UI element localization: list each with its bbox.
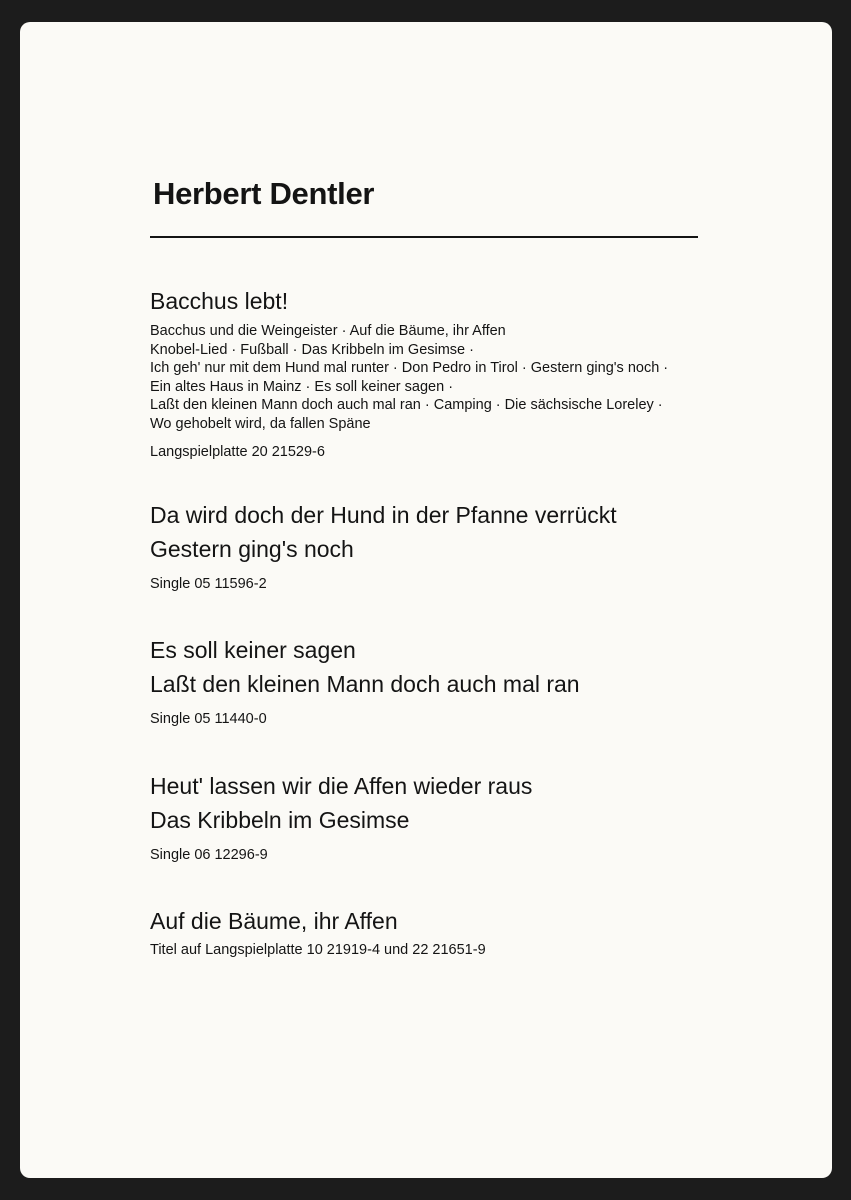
title-divider [150, 236, 698, 238]
track: Bacchus und die Weingeister [150, 323, 338, 339]
track: Wo gehobelt wird, da fallen Späne [150, 415, 371, 432]
track: Es soll keiner sagen [314, 378, 445, 395]
release-title: Gestern ging's noch [150, 536, 354, 562]
release-title: Laßt den kleinen Mann doch auch mal ran [150, 671, 580, 697]
track: Camping [433, 397, 492, 414]
release-title: Das Kribbeln im Gesimse [150, 807, 410, 833]
release-title: Heut' lassen wir die Affen wieder raus [150, 773, 533, 799]
track: Don Pedro in Tirol [401, 360, 518, 377]
track-list: Bacchus und die Weingeister · Auf die Bäume, ihr Affen Knobel-Lied · Fußball · Das Kribbeln im Gesimse · Ich geh' nur mit dem Hund mal runter · Don Pedro in Tirol · Gestern ging's noch · Ein altes Haus in Mainz · Es soll keiner sagen · Laßt den kleinen Mann doch auch mal ran · Camping · Die sächsische Loreley · Wo gehobelt wird, da fallen Späne [150, 323, 669, 432]
catalog-number: Single 06 12296-9 [150, 847, 268, 863]
track: Die sächsische Loreley [504, 397, 654, 414]
track: Auf die Bäume, ihr Affen [349, 323, 506, 339]
release-lp-baeume [150, 904, 710, 960]
catalog-number: Single 05 11440-0 [150, 711, 267, 727]
artist-name: Herbert Dentler [153, 176, 375, 211]
release-title: Auf die Bäume, ihr Affen [150, 908, 398, 934]
track: Laßt den kleinen Mann doch auch mal ran [150, 397, 421, 414]
release-single-affen [150, 769, 710, 865]
catalog-number: Titel auf Langspielplatte 10 21919-4 und 22 21651-9 [150, 942, 486, 958]
release-single-hund [150, 498, 710, 594]
release-lp-bacchus [150, 284, 710, 462]
track: Das Kribbeln im Gesimse [301, 341, 466, 358]
track: Gestern ging's noch [530, 360, 660, 377]
track: Ein altes Haus in Mainz [150, 378, 302, 395]
track: Fußball [240, 341, 289, 358]
release-title: Da wird doch der Hund in der Pfanne verrückt [150, 502, 617, 528]
release-single-keiner [150, 633, 710, 729]
release-title: Bacchus lebt! [150, 288, 289, 314]
record-card [20, 22, 832, 1178]
track: Knobel-Lied [150, 341, 228, 358]
track: Ich geh' nur mit dem Hund mal runter [150, 360, 389, 377]
catalog-number: Langspielplatte 20 21529-6 [150, 443, 325, 460]
catalog-number: Single 05 11596-2 [150, 576, 267, 592]
release-title: Es soll keiner sagen [150, 637, 356, 663]
